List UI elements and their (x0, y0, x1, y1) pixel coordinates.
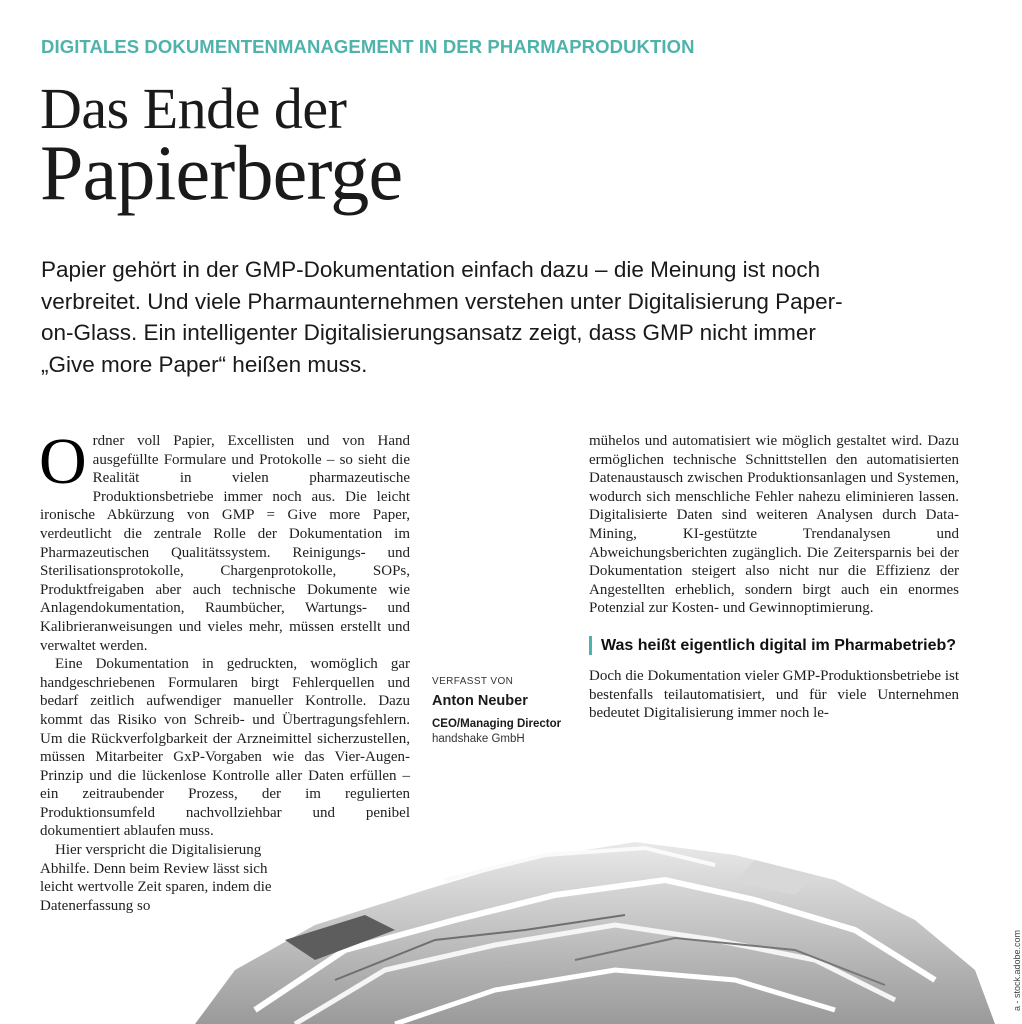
author-label: VERFASST VON (432, 676, 514, 687)
kicker: DIGITALES DOKUMENTENMANAGEMENT IN DER PHARMAPRODUKTION (41, 36, 695, 57)
author-company: handshake GmbH (432, 733, 525, 745)
lead-line: Papier gehört in der GMP-Dokumentation einfach dazu – die Meinung ist noch (41, 257, 821, 282)
article-title (40, 76, 403, 216)
lead-line: „Give more Paper“ heißen muss. (41, 351, 368, 377)
paper-pile-image (195, 820, 995, 1024)
body-paragraph (39, 425, 410, 655)
author-name: Anton Neuber (432, 693, 528, 709)
lead-paragraph (41, 254, 941, 380)
title-line-2: Papierberge (40, 129, 403, 216)
body-paragraph: Eine Dokumentation in gedruckten, womöglich gar handgeschriebenen Formularen birgt Fehlerquellen und bedarf zeitlich aufwendiger manueller Kontrolle. Dazu kommt das Risiko von Schreib- und Übertragungsfehlern. Um die Rückverfolgbarkeit der Arzneimittel sicherzustellen, müssen Mitarbeiter GxP-Vorgaben wie das Vier-Augen-Prinzip und die lückenlose Kontrolle aller Daten erfüllen – ein zeitraubender Prozess, der im regulierten Produktionsumfeld nachvollziehbar und penibel dokumentiert ablaufen muss. (40, 656, 410, 840)
author-role: CEO/Managing Director (432, 718, 562, 730)
title-line-1: Das Ende der (40, 76, 347, 141)
text-column-3 (589, 432, 959, 723)
section-subheading: Was heißt eigentlich digital im Pharmabetrieb? (589, 636, 959, 655)
lead-line: verbreitet. Und viele Pharmaunternehmen verstehen unter Digitalisierung Paper- (41, 288, 843, 314)
paragraph-text: rdner voll Papier, Excellisten und von Hand ausgefüllte Formulare und Protokolle – so sieht die Realität in vielen pharmazeutische Produktionsbetriebe immer noch aus. Die leicht ironische Abkürzung von GMP = Give more Paper, verdeutlicht die zentrale Rolle der Dokumentation im Pharmazeutischen Qualitätssystem. Reinigungs- und Sterilisationsprotokolle, Chargenprotokolle, SOPs, Produktfreigaben aber auch technische Dokumente wie Anlagendokumentation, Raumbücher, Wartungs- und Kalibrieranweisungen und vieles mehr, müssen erstellt und verwaltet werden. (40, 433, 410, 654)
body-paragraph: Doch die Dokumentation vieler GMP-Produktionsbetriebe ist bestenfalls teilautomatisiert, und für viele Unternehmen bedeutet Digitalisierung immer noch le- (589, 667, 959, 722)
body-paragraph: Hier verspricht die Digitalisierung Abhilfe. Denn beim Review lässt sich leicht wertvolle Zeit sparen, indem die Datenerfassung so (40, 842, 272, 914)
lead-line: on-Glass. Ein intelligenter Digitalisierungsansatz zeigt, dass GMP nicht immer (41, 320, 816, 345)
body-paragraph: mühelos und automatisiert wie möglich gestaltet wird. Dazu ermöglichen technische Schnittstellen den automatisierten Datenaustausch zwischen Produktionsanlagen und Systemen, wodurch sich menschliche Fehler nahezu eliminieren lassen. Digitalisierte Daten sind weiteren Analysen durch Data-Mining, KI-gestützte Trendanalysen und Abweichungsberichten zugänglich. Die Zeitersparnis bei der Dokumentation steigert also nicht nur die Effizienz der Angestellten erheblich, sondern birgt auch ein enormes Potenzial zur Kosten- und Gewinnoptimierung. (589, 433, 959, 617)
author-box (432, 676, 577, 745)
drop-cap: O (39, 425, 87, 498)
